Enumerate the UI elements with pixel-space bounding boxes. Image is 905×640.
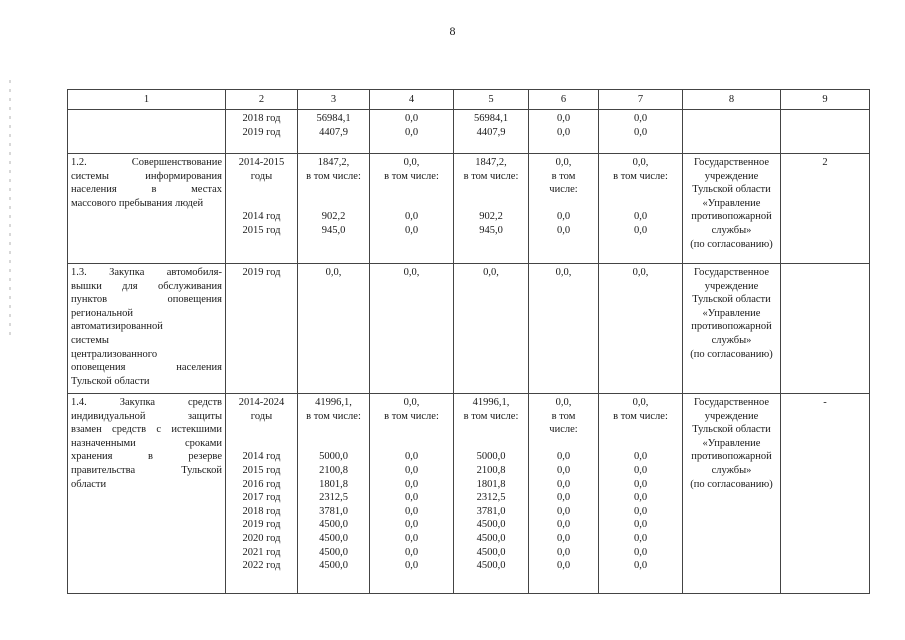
activity-name-line: вышки для обслуживания: [71, 280, 222, 292]
activity-name-line: Тульской области: [71, 375, 150, 387]
cell-value: [373, 423, 450, 437]
cell-value: 0,0,: [555, 267, 572, 278]
executor-line: Государственное: [693, 267, 770, 278]
executor-cell: [683, 110, 781, 154]
cell-value: [229, 197, 294, 211]
cell-value: 4500,0: [476, 519, 506, 531]
table-row: [68, 110, 870, 154]
activity-name-line: массового пребывания людей: [71, 197, 204, 209]
cell-value: 0,0: [404, 519, 419, 531]
cell-value: 0,0,: [483, 267, 499, 278]
scan-edge-artifact: [9, 80, 11, 340]
cell-value: годы: [250, 170, 273, 182]
executor-cell: [683, 394, 781, 594]
cell-value: [532, 197, 595, 211]
executor-line: учреждение: [704, 170, 759, 182]
header-row: [68, 90, 870, 110]
cell-value: 4407,9: [319, 126, 348, 138]
cell-value: в том числе:: [463, 410, 519, 422]
header-cell: 6: [529, 90, 599, 110]
cell-value: [457, 183, 525, 197]
municipal-cell: [529, 154, 599, 264]
activity-name-line: 1.4. Закупка средств: [71, 397, 222, 408]
cell-value: 0,0: [556, 532, 571, 544]
cell-value: 0,0,: [403, 157, 420, 168]
activity-name-line: оповещения населения: [71, 362, 222, 374]
activity-name-line: 1.2. Совершенствование: [71, 157, 222, 168]
cell-value: 0,0: [556, 560, 571, 572]
cell-value: 0,0: [633, 451, 648, 463]
period-cell: [226, 394, 298, 594]
cell-value: [602, 437, 679, 451]
cell-value: 4500,0: [319, 532, 348, 544]
indicator-cell: -: [781, 394, 870, 594]
cell-value: 3781,0: [319, 505, 348, 517]
cell-value: [602, 183, 679, 197]
indicator-cell: [781, 264, 870, 394]
table-body: [68, 90, 870, 594]
header-cell: 9: [781, 90, 870, 110]
executor-line: противопожарной: [691, 451, 772, 463]
executor-line: «Управление: [702, 197, 761, 209]
cell-value: 0,0: [633, 532, 648, 544]
cell-value: 4500,0: [476, 532, 506, 544]
cell-value: [301, 183, 366, 197]
executor-line: службы»: [711, 464, 752, 476]
executor-cell: [683, 154, 781, 264]
cell-value: 2100,8: [476, 464, 506, 476]
cell-value: 0,0: [556, 505, 571, 517]
cell-value: 2017 год: [242, 492, 281, 504]
other-sources-cell: [599, 394, 683, 594]
cell-value: 0,0: [404, 492, 419, 504]
cell-value: [602, 423, 679, 437]
total-cell: [298, 264, 370, 394]
activity-name-line: централизованного: [71, 348, 158, 360]
cell-value: 0,0,: [555, 157, 572, 168]
cell-value: 0,0: [633, 519, 648, 531]
header-cell: 7: [599, 90, 683, 110]
cell-value: 56984,1: [316, 113, 351, 124]
cell-value: в том: [551, 410, 576, 422]
activity-name-line: системы: [71, 334, 109, 346]
cell-value: 2018 год: [242, 113, 281, 124]
cell-value: [532, 437, 595, 451]
regional-cell: [454, 394, 529, 594]
cell-value: 0,0: [404, 478, 419, 490]
cell-value: 0,0,: [403, 267, 420, 278]
executor-line: (по согласованию): [690, 238, 773, 250]
header-cell: 3: [298, 90, 370, 110]
cell-value: 0,0: [556, 113, 571, 124]
cell-value: 0,0: [633, 113, 648, 124]
cell-value: 2312,5: [319, 492, 348, 504]
cell-value: 0,0,: [632, 397, 649, 408]
cell-value: 0,0,: [403, 397, 420, 408]
table-row: [68, 394, 870, 594]
cell-value: 5000,0: [476, 451, 506, 463]
cell-value: 2021 год: [242, 546, 281, 558]
cell-value: 2015 год: [242, 224, 281, 236]
table-row: [68, 264, 870, 394]
regional-cell: [454, 264, 529, 394]
header-cell: 1: [68, 90, 226, 110]
cell-value: [457, 197, 525, 211]
executor-line: Государственное: [693, 157, 770, 168]
executor-line: противопожарной: [691, 321, 772, 333]
cell-value: 1801,8: [319, 478, 348, 490]
cell-value: 0,0: [404, 464, 419, 476]
cell-value: 902,2: [321, 211, 346, 223]
cell-value: 0,0: [556, 464, 571, 476]
activity-name-line: системы информирования: [71, 170, 222, 182]
federal-cell: [370, 264, 454, 394]
cell-value: 0,0: [633, 224, 648, 236]
cell-value: 0,0: [556, 211, 571, 223]
municipal-cell: [529, 110, 599, 154]
executor-line: Тульской области: [692, 184, 771, 196]
cell-value: 0,0: [556, 492, 571, 504]
cell-value: [301, 437, 366, 451]
cell-value: 0,0: [404, 546, 419, 558]
executor-line: Тульской области: [692, 424, 771, 436]
cell-value: 902,2: [479, 211, 503, 223]
municipal-cell: [529, 394, 599, 594]
cell-value: 2312,5: [476, 492, 506, 504]
executor-line: «Управление: [702, 307, 761, 319]
cell-value: [457, 437, 525, 451]
activity-name-line: индивидуальной защиты: [71, 410, 222, 422]
cell-value: 0,0: [633, 546, 648, 558]
cell-value: [457, 423, 525, 437]
activity-name-line: 1.3. Закупка автомобиля-: [71, 267, 222, 278]
cell-value: 41996,1,: [315, 397, 352, 408]
cell-value: 2018 год: [242, 505, 281, 517]
cell-value: 945,0: [479, 224, 503, 236]
cell-value: 4500,0: [319, 546, 348, 558]
cell-value: 0,0: [404, 211, 419, 223]
total-cell: [298, 110, 370, 154]
cell-value: 0,0: [633, 211, 648, 223]
cell-value: 1847,2,: [475, 157, 507, 168]
activity-name-line: населения в местах: [71, 184, 222, 196]
activity-name-line: хранения в резерве: [71, 451, 222, 463]
executor-line: (по согласованию): [690, 478, 773, 490]
cell-value: [301, 423, 366, 437]
cell-value: 0,0: [633, 505, 648, 517]
regional-cell: [454, 154, 529, 264]
cell-value: [373, 183, 450, 197]
header-cell: 8: [683, 90, 781, 110]
cell-value: в том: [551, 170, 576, 182]
cell-value: [301, 197, 366, 211]
cell-value: 0,0: [404, 224, 419, 236]
cell-value: 2014-2024: [238, 397, 285, 408]
activity-name-cell: [68, 154, 226, 264]
cell-value: 41996,1,: [472, 397, 510, 408]
cell-value: числе:: [549, 424, 578, 436]
cell-value: 0,0: [404, 126, 419, 138]
cell-value: 2019 год: [242, 267, 281, 278]
other-sources-cell: [599, 154, 683, 264]
cell-value: 0,0: [404, 505, 419, 517]
indicator-cell: [781, 110, 870, 154]
period-cell: [226, 154, 298, 264]
cell-value: 3781,0: [476, 505, 506, 517]
cell-value: 0,0: [556, 224, 571, 236]
cell-value: 0,0: [633, 478, 648, 490]
activity-name-line: автоматизированной: [71, 321, 163, 333]
cell-value: 0,0: [633, 560, 648, 572]
cell-value: в том числе:: [613, 410, 668, 422]
cell-value: 4500,0: [319, 560, 348, 572]
cell-value: в том числе:: [384, 410, 439, 422]
cell-value: 0,0,: [632, 267, 649, 278]
cell-value: 0,0,: [555, 397, 572, 408]
cell-value: 1847,2,: [317, 157, 350, 168]
activity-name-cell: [68, 264, 226, 394]
cell-value: 2014 год: [242, 451, 281, 463]
cell-value: 0,0: [633, 492, 648, 504]
cell-value: 4500,0: [319, 519, 348, 531]
activity-name-line: взамен средств с истекшими: [71, 424, 222, 436]
executor-line: «Управление: [702, 437, 761, 449]
executor-line: Государственное: [693, 397, 770, 408]
municipal-cell: [529, 264, 599, 394]
cell-value: в том числе:: [384, 170, 439, 182]
cell-value: 0,0,: [632, 157, 649, 168]
cell-value: в том числе:: [306, 410, 361, 422]
federal-cell: [370, 154, 454, 264]
activity-name-cell: [68, 110, 226, 154]
period-cell: [226, 110, 298, 154]
cell-value: в том числе:: [463, 170, 519, 182]
cell-value: 0,0: [633, 126, 648, 138]
executor-line: службы»: [711, 334, 752, 346]
regional-cell: [454, 110, 529, 154]
period-cell: [226, 264, 298, 394]
cell-value: 0,0: [556, 451, 571, 463]
cell-value: [229, 423, 294, 437]
cell-value: [602, 197, 679, 211]
federal-cell: [370, 110, 454, 154]
activity-name-line: правительства Тульской: [71, 464, 222, 476]
cell-value: 4500,0: [476, 546, 506, 558]
cell-value: 2014-2015: [238, 157, 285, 168]
cell-value: [229, 183, 294, 197]
total-cell: [298, 394, 370, 594]
cell-value: 5000,0: [319, 451, 348, 463]
cell-value: 2019 год: [242, 126, 281, 138]
cell-value: 2015 год: [242, 464, 281, 476]
activity-name-line: назначенными сроками: [71, 437, 222, 449]
total-cell: [298, 154, 370, 264]
cell-value: 0,0: [404, 113, 419, 124]
cell-value: 2100,8: [319, 464, 348, 476]
cell-value: 0,0: [556, 519, 571, 531]
federal-cell: [370, 394, 454, 594]
header-cell: 2: [226, 90, 298, 110]
program-table: [67, 89, 870, 594]
activity-name-line: области: [71, 478, 107, 490]
cell-value: 56984,1: [473, 113, 509, 124]
activity-name-line: пунктов оповещения: [71, 294, 222, 306]
cell-value: [373, 437, 450, 451]
table-row: [68, 154, 870, 264]
executor-line: (по согласованию): [690, 348, 773, 360]
cell-value: 4500,0: [476, 560, 506, 572]
cell-value: 0,0: [556, 478, 571, 490]
cell-value: 0,0: [404, 451, 419, 463]
indicator-cell: 2: [781, 154, 870, 264]
executor-line: учреждение: [704, 280, 759, 292]
cell-value: 945,0: [321, 224, 346, 236]
cell-value: 2019 год: [242, 519, 281, 531]
executor-line: Тульской области: [692, 294, 771, 306]
cell-value: числе:: [549, 184, 578, 196]
cell-value: 0,0,: [325, 267, 342, 278]
cell-value: [373, 197, 450, 211]
cell-value: 2014 год: [242, 211, 281, 223]
activity-name-cell: [68, 394, 226, 594]
cell-value: в том числе:: [613, 170, 668, 182]
other-sources-cell: [599, 264, 683, 394]
executor-cell: [683, 264, 781, 394]
executor-line: противопожарной: [691, 211, 772, 223]
page-number: 8: [449, 24, 456, 38]
other-sources-cell: [599, 110, 683, 154]
cell-value: 0,0: [633, 464, 648, 476]
cell-value: 0,0: [556, 546, 571, 558]
cell-value: 2016 год: [242, 478, 281, 490]
cell-value: 2020 год: [242, 532, 281, 544]
cell-value: 0,0: [404, 532, 419, 544]
cell-value: в том числе:: [306, 170, 361, 182]
cell-value: 2022 год: [242, 560, 281, 572]
cell-value: [229, 437, 294, 451]
activity-name-line: региональной: [71, 307, 133, 319]
cell-value: 1801,8: [476, 478, 506, 490]
cell-value: годы: [250, 410, 273, 422]
executor-line: службы»: [711, 224, 752, 236]
cell-value: 0,0: [404, 560, 419, 572]
header-cell: 5: [454, 90, 529, 110]
header-cell: 4: [370, 90, 454, 110]
cell-value: 0,0: [556, 126, 571, 138]
executor-line: учреждение: [704, 410, 759, 422]
cell-value: 4407,9: [476, 126, 506, 138]
